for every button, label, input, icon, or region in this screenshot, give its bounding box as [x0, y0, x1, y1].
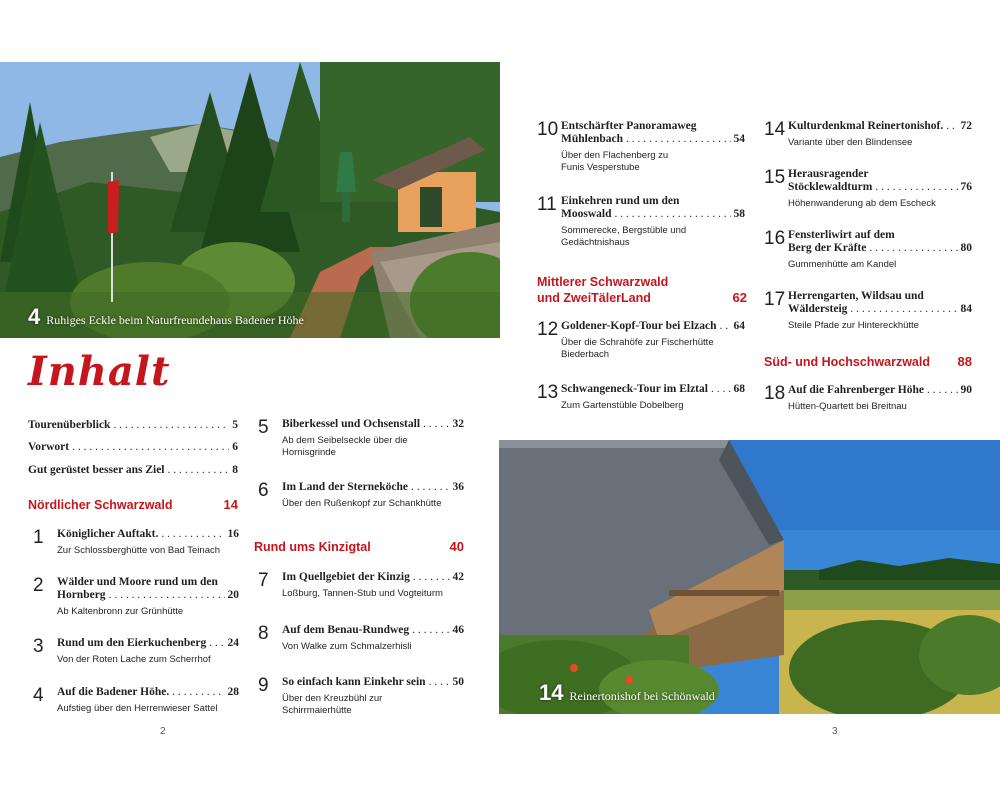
- tour-subtitle: Hütten-Quartett bei Breitnau: [788, 401, 907, 412]
- tour-page: 54: [733, 133, 745, 145]
- tour-title: Im Land der Sterneköche: [282, 481, 408, 493]
- tour-page: 28: [227, 686, 239, 698]
- tour-entry[interactable]: [764, 120, 972, 160]
- tour-number: 4: [33, 685, 44, 706]
- tour-page: 64: [733, 320, 745, 332]
- entry-title: Vorwort: [28, 441, 70, 453]
- tour-number: 6: [258, 480, 269, 501]
- tour-subtitle: Gedächtnishaus: [561, 237, 630, 248]
- dot-leader: [109, 589, 225, 602]
- tour-entry[interactable]: [258, 481, 464, 521]
- caption-number: 4: [28, 304, 41, 329]
- tour-page: 58: [733, 208, 745, 220]
- dot-leader: [411, 481, 450, 494]
- dot-leader: [869, 242, 957, 255]
- dot-leader: [209, 637, 224, 650]
- tour-subtitle: Von Walke zum Schmalzerhisli: [282, 641, 412, 652]
- dot-leader: [614, 208, 730, 221]
- tour-title: Biberkessel und Ochsenstall: [282, 418, 421, 430]
- dot-leader: [711, 383, 731, 396]
- tour-number: 12: [537, 319, 559, 340]
- section-north[interactable]: [28, 497, 238, 513]
- tour-page: 20: [227, 589, 239, 601]
- dot-leader: [626, 133, 731, 146]
- tour-entry[interactable]: [537, 320, 745, 370]
- tour-title: Entschärfter Panoramaweg: [561, 120, 697, 132]
- tour-title: Fensterliwirt auf dem: [788, 229, 895, 241]
- tour-entry[interactable]: [764, 229, 972, 279]
- dot-leader: [113, 419, 229, 431]
- tour-title: Auf die Badener Höhe.: [57, 686, 170, 698]
- tour-entry[interactable]: [258, 418, 464, 468]
- tour-number: 15: [764, 167, 786, 188]
- tour-entry[interactable]: [537, 383, 745, 423]
- toc-entry[interactable]: [28, 441, 238, 453]
- tour-page: 50: [452, 676, 464, 688]
- tour-number: 7: [258, 570, 269, 591]
- tour-subtitle: Aufstieg über den Herrenwieser Sattel: [57, 703, 218, 714]
- tour-page: 16: [227, 528, 239, 540]
- tour-subtitle: Ab Kaltenbronn zur Grünhütte: [57, 606, 184, 617]
- tour-page: 42: [452, 571, 464, 583]
- tour-title: Einkehren rund um den: [561, 195, 680, 207]
- tour-page: 72: [960, 120, 972, 132]
- entry-title: Tourenüberblick: [28, 419, 111, 431]
- section-page: 88: [957, 354, 972, 369]
- tour-subtitle: Biederbach: [561, 349, 610, 360]
- dot-leader: [413, 571, 450, 584]
- tour-subtitle: Über den Kreuzbühl zur: [282, 693, 383, 704]
- tour-subtitle: Loßburg, Tannen-Stub und Vogteiturm: [282, 588, 443, 599]
- tour-entry[interactable]: [33, 576, 239, 628]
- tour-page: 68: [733, 383, 745, 395]
- tour-title: Herausragender: [788, 168, 869, 180]
- tour-subtitle: Steile Pfade zur Hintereckhütte: [788, 320, 919, 331]
- tour-entry[interactable]: [537, 195, 745, 255]
- tour-subtitle: Funis Vesperstube: [561, 162, 640, 173]
- tour-page: 80: [960, 242, 972, 254]
- dot-leader: [172, 686, 224, 699]
- photo-caption: [539, 680, 715, 706]
- tour-entry[interactable]: [537, 120, 745, 180]
- tour-entry[interactable]: [258, 676, 464, 726]
- tour-subtitle: Über den Flachenberg zu: [561, 150, 669, 161]
- tour-title: Mühlenbach: [561, 133, 623, 145]
- dot-leader: [927, 384, 958, 397]
- tour-page: 36: [452, 481, 464, 493]
- tour-title: Berg der Kräfte: [788, 242, 867, 254]
- tour-entry[interactable]: [258, 624, 464, 664]
- caption-text: Ruhiges Eckle beim Naturfreundehaus Badener Höhe: [46, 313, 304, 327]
- tour-subtitle: Hornisgrinde: [282, 447, 336, 458]
- section-page: 40: [449, 539, 464, 554]
- photo-reinertonishof: [499, 440, 1000, 714]
- tour-page: 84: [960, 303, 972, 315]
- section-title: Mittlerer Schwarzwald: [537, 275, 669, 289]
- tour-title: Königlicher Auftakt.: [57, 528, 159, 540]
- section-page: 62: [732, 290, 747, 305]
- section-title: Rund ums Kinzigtal: [254, 540, 371, 554]
- tour-subtitle: Höhenwanderung ab dem Escheck: [788, 198, 936, 209]
- tour-subtitle: Zur Schlossberghütte von Bad Teinach: [57, 545, 221, 556]
- tour-title: Wäldersteig: [788, 303, 848, 315]
- dot-leader: [72, 441, 229, 453]
- tour-entry[interactable]: [33, 528, 239, 568]
- section-title: Süd- und Hochschwarzwald: [764, 355, 930, 369]
- tour-title: Kulturdenkmal Reinertonishof.: [788, 120, 944, 132]
- tour-number: 1: [33, 527, 44, 548]
- section-south[interactable]: [764, 354, 972, 370]
- tour-subtitle: Variante über den Blindensee: [788, 137, 913, 148]
- tour-entry[interactable]: [33, 686, 239, 726]
- section-title: und ZweiTälerLand: [537, 291, 651, 305]
- tour-title: Herrengarten, Wildsau und: [788, 290, 924, 302]
- page-number-left: 2: [160, 726, 166, 737]
- tour-page: 32: [452, 418, 464, 430]
- page-number-right: 3: [832, 726, 838, 737]
- tour-number: 10: [537, 119, 559, 140]
- tour-title: Stöcklewaldturm: [788, 181, 873, 193]
- tour-title: Mooswald: [561, 208, 612, 220]
- dot-leader: [875, 181, 957, 194]
- tour-number: 17: [764, 289, 786, 310]
- entry-page: 8: [232, 464, 238, 476]
- tour-subtitle: Über den Rußenkopf zur Schankhütte: [282, 498, 442, 509]
- tour-entry[interactable]: [258, 571, 464, 611]
- tour-subtitle: Gummenhütte am Kandel: [788, 259, 897, 270]
- tour-page: 46: [452, 624, 464, 636]
- tour-subtitle: Sommerecke, Bergstüble und: [561, 225, 687, 236]
- tour-title: Hornberg: [57, 589, 106, 601]
- tour-number: 11: [537, 194, 557, 215]
- tour-number: 8: [258, 623, 269, 644]
- tour-number: 16: [764, 228, 786, 249]
- toc-entry[interactable]: [28, 464, 238, 476]
- photo-caption: [28, 304, 304, 330]
- entry-title: Gut gerüstet besser ans Ziel: [28, 464, 165, 476]
- entry-page: 5: [232, 419, 238, 431]
- tour-subtitle: Ab dem Seibelseckle über die: [282, 435, 408, 446]
- caption-number: 14: [539, 680, 564, 705]
- dot-leader: [946, 120, 957, 133]
- tour-subtitle: Über die Schrahöfe zur Fischerhütte: [561, 337, 714, 348]
- tour-title: Auf die Fahrenberger Höhe: [788, 384, 924, 396]
- section-middle[interactable]: [537, 274, 747, 306]
- dot-leader: [719, 320, 730, 333]
- dot-leader: [161, 528, 224, 541]
- tour-number: 3: [33, 636, 44, 657]
- section-page: 14: [223, 497, 238, 512]
- tour-entry[interactable]: [764, 168, 972, 218]
- tour-page: 90: [960, 384, 972, 396]
- tour-entry[interactable]: [33, 637, 239, 677]
- page-title: Inhalt: [28, 348, 171, 395]
- tour-title: Goldener-Kopf-Tour bei Elzach: [561, 320, 717, 332]
- dot-leader: [412, 624, 449, 637]
- dot-leader: [423, 418, 449, 431]
- tour-entry[interactable]: [764, 290, 972, 340]
- section-title: Nördlicher Schwarzwald: [28, 498, 173, 512]
- tour-title: So einfach kann Einkehr sein: [282, 676, 426, 688]
- tour-number: 9: [258, 675, 269, 696]
- caption-text: Reinertonishof bei Schönwald: [569, 689, 715, 703]
- photo-naturfreundehaus: [0, 62, 500, 338]
- tour-entry[interactable]: [764, 384, 972, 424]
- tour-title: Wälder und Moore rund um den: [57, 576, 218, 588]
- tour-number: 2: [33, 575, 44, 596]
- section-kinzig[interactable]: [254, 539, 464, 555]
- dot-leader: [850, 303, 957, 316]
- tour-number: 14: [764, 119, 786, 140]
- tour-title: Rund um den Eierkuchenberg: [57, 637, 207, 649]
- tour-page: 76: [960, 181, 972, 193]
- tour-page: 24: [227, 637, 239, 649]
- toc-entry[interactable]: [28, 419, 238, 431]
- tour-title: Schwangeneck-Tour im Elztal: [561, 383, 708, 395]
- dot-leader: [168, 464, 230, 476]
- tour-subtitle: Schirrmaierhütte: [282, 705, 352, 716]
- tour-number: 13: [537, 382, 559, 403]
- dot-leader: [429, 676, 450, 689]
- tour-title: Im Quellgebiet der Kinzig: [282, 571, 410, 583]
- tour-number: 5: [258, 417, 269, 438]
- tour-subtitle: Von der Roten Lache zum Scherrhof: [57, 654, 211, 665]
- entry-page: 6: [232, 441, 238, 453]
- tour-title: Auf dem Benau-Rundweg: [282, 624, 410, 636]
- tour-number: 18: [764, 383, 786, 404]
- tour-subtitle: Zum Gartenstüble Dobelberg: [561, 400, 684, 411]
